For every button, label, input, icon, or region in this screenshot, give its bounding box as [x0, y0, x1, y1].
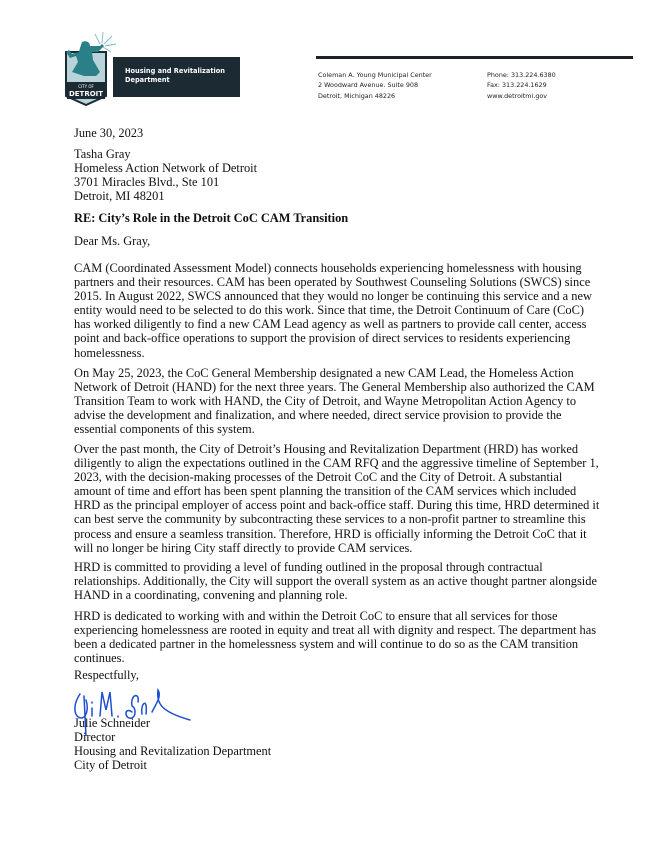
department-name — [125, 67, 225, 84]
signer-department: Housing and Revitalization Department — [74, 744, 272, 759]
department-name-line2: Department — [125, 75, 170, 84]
recipient-block — [74, 147, 257, 203]
paragraph-line: Transition Team to work with HAND, the City of Detroit, and Wayne Metropolitan Action Agency to — [74, 394, 577, 409]
letterhead-rule — [316, 56, 633, 59]
paragraph-1 — [74, 261, 614, 360]
paragraph-line: relationships. Additionally, the City will support the overall system as an active thought partner alongside — [74, 574, 597, 589]
office-address — [318, 70, 432, 101]
paragraph-2 — [74, 366, 614, 436]
website-link[interactable]: www.detroitmi.gov — [487, 91, 548, 100]
address-line: 2 Woodward Avenue. Suite 908 — [318, 81, 419, 90]
department-name-line1: Housing and Revitalization — [125, 67, 225, 75]
paragraph-line: partners and their resources. CAM has been operated by Southwest Counseling Solutions (SWCS) since — [74, 275, 591, 290]
paragraph-line: HAND in a coordinating, convening and planning role. — [74, 588, 348, 603]
address-line: Detroit, Michigan 48226 — [318, 91, 396, 100]
paragraph-5 — [74, 609, 614, 665]
paragraph-line: point and back-office operations to support the provision of direct services to residents experiencing — [74, 331, 571, 346]
paragraph-line: amount of time and effort has been spent planning the transition of the CAM services which included — [74, 484, 577, 499]
detroit-label: DETROIT — [68, 90, 104, 98]
paragraph-line: advise the development and finalization, and where needed, direct service provision to provide the — [74, 408, 562, 423]
recipient-org: Homeless Action Network of Detroit — [74, 161, 258, 176]
paragraph-line: been a dedicated partner in the homelessness system and will continue to do so as the CAM transition — [74, 637, 579, 652]
recipient-name: Tasha Gray — [74, 147, 131, 161]
paragraph-line: continues. — [74, 651, 125, 666]
paragraph-line: diligently to align the expectations outlined in the CAM RFQ and the aggressive timeline of September 1, — [74, 456, 599, 471]
subject-line: RE: City’s Role in the Detroit CoC CAM Transition — [74, 211, 349, 225]
paragraph-line: HRD is dedicated to working with and within the Detroit CoC to ensure that all services for those — [74, 609, 558, 623]
paragraph-line: will no longer be hiring City staff directly to provide CAM services. — [74, 540, 413, 555]
paragraph-line: experiencing homelessness are rooted in equity and treat all with dignity and respect. The department has — [74, 623, 597, 638]
paragraph-line: homelessness. — [74, 345, 145, 360]
signer-block — [74, 716, 271, 772]
paragraph-line: process and ensure a seamless transition. Therefore, HRD is officially informing the Detroit CoC that it — [74, 526, 587, 541]
paragraph-line: Network of Detroit (HAND) for the next three years. The General Membership also authorized the CAM — [74, 380, 595, 395]
paragraph-line: HRD is committed to providing a level of funding outlined in the proposal through contractual — [74, 560, 543, 574]
paragraph-4 — [74, 560, 614, 602]
recipient-city: Detroit, MI 48201 — [74, 189, 165, 204]
signer-title: Director — [74, 730, 116, 745]
signer-organization: City of Detroit — [74, 758, 147, 773]
paragraph-line: entity would need to be selected to do this work. Since that time, the Detroit Continuum of Care (CoC) — [74, 303, 584, 318]
paragraph-line: essential components of this system. — [74, 422, 255, 437]
recipient-street: 3701 Miracles Blvd., Ste 101 — [74, 175, 220, 190]
paragraph-line: has worked diligently to find a new CAM Lead agency as well as partners to provide call center, access — [74, 317, 587, 332]
paragraph-line: 2015. In August 2022, SWCS announced that they would no longer be continuing this service and a new — [74, 289, 592, 304]
salutation: Dear Ms. Gray, — [74, 234, 151, 248]
city-of-label: CITY OF — [78, 84, 94, 89]
paragraph-line: can best serve the community by subcontracting these services to a non-profit partner to streamline this — [74, 512, 586, 527]
signer-name: Julie Schneider — [74, 716, 151, 730]
letter-date: June 30, 2023 — [74, 126, 144, 140]
spirit-of-detroit-logo-icon — [62, 30, 118, 106]
closing: Respectfully, — [74, 668, 139, 682]
paragraph-line: CAM (Coordinated Assessment Model) connects households experiencing homelessness with housing — [74, 261, 582, 275]
fax: Fax: 313.224.1629 — [487, 81, 547, 90]
paragraph-3 — [74, 442, 614, 555]
phone: Phone: 313.224.6380 — [487, 71, 556, 79]
address-line: Coleman A. Young Municipal Center — [318, 71, 432, 79]
office-contact — [487, 70, 556, 101]
paragraph-line: On May 25, 2023, the CoC General Membership designated a new CAM Lead, the Homeless Action — [74, 366, 574, 380]
paragraph-line: HRD as the principal employer of access point and back-office staff. During this time, HRD determined it — [74, 498, 600, 513]
paragraph-line: 2023, with the decision-making processes of the Detroit CoC and the City of Detroit. A substantial — [74, 470, 563, 485]
paragraph-line: Over the past month, the City of Detroit’s Housing and Revitalization Department (HRD) has worked — [74, 442, 579, 456]
